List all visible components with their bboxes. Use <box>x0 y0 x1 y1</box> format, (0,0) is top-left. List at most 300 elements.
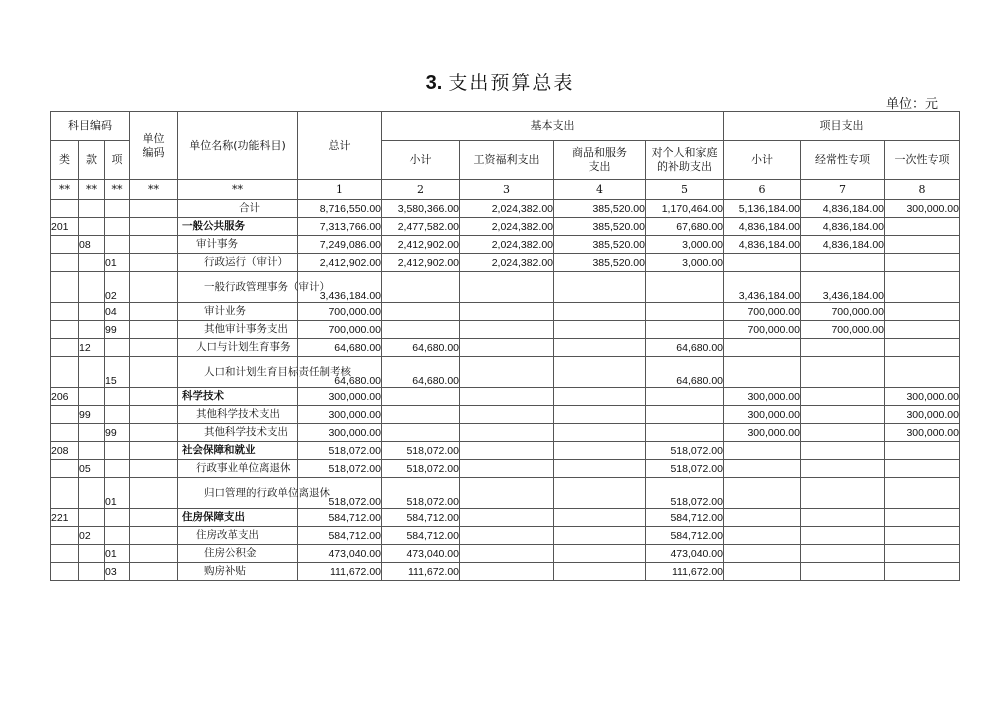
recurring-cell <box>801 527 885 545</box>
wages-cell <box>460 357 554 388</box>
subsidy-cell <box>646 321 724 339</box>
index-cell: ** <box>51 180 79 200</box>
lei-cell: 201 <box>51 218 79 236</box>
subsidy-cell: 584,712.00 <box>646 527 724 545</box>
goods-cell <box>554 303 646 321</box>
total-cell: 7,249,086.00 <box>298 236 382 254</box>
lei-cell <box>51 339 79 357</box>
total-cell: 700,000.00 <box>298 303 382 321</box>
recurring-cell <box>801 563 885 581</box>
kuan-cell <box>79 303 105 321</box>
total-cell: 584,712.00 <box>298 509 382 527</box>
onetime-cell: 300,000.00 <box>885 388 960 406</box>
unit-name-cell: 购房补贴 <box>178 563 298 581</box>
subsidy-cell: 584,712.00 <box>646 509 724 527</box>
kuan-cell: 99 <box>79 406 105 424</box>
header-goods: 商品和服务 支出 <box>554 141 646 180</box>
unit-code-cell <box>130 442 178 460</box>
onetime-cell <box>885 357 960 388</box>
basic-subtotal-cell: 2,477,582.00 <box>382 218 460 236</box>
subsidy-cell: 518,072.00 <box>646 442 724 460</box>
onetime-cell <box>885 478 960 509</box>
recurring-cell: 4,836,184.00 <box>801 218 885 236</box>
unit-code-cell <box>130 303 178 321</box>
unit-name-cell: 社会保障和就业 <box>178 442 298 460</box>
project-subtotal-cell <box>724 357 801 388</box>
unit-name-cell: 人口与计划生育事务 <box>178 339 298 357</box>
xiang-cell: 01 <box>105 545 130 563</box>
header-subject-code: 科目编码 <box>51 112 130 141</box>
table-row <box>51 563 960 581</box>
lei-cell: 208 <box>51 442 79 460</box>
kuan-cell <box>79 442 105 460</box>
basic-subtotal-cell <box>382 388 460 406</box>
header-xiang: 项 <box>105 141 130 180</box>
header-basic-subtotal: 小计 <box>382 141 460 180</box>
subsidy-cell: 518,072.00 <box>646 478 724 509</box>
unit-code-cell <box>130 254 178 272</box>
table-row <box>51 321 960 339</box>
table-row <box>51 218 960 236</box>
kuan-cell <box>79 218 105 236</box>
lei-cell <box>51 321 79 339</box>
unit-name-cell: 审计事务 <box>178 236 298 254</box>
goods-cell <box>554 339 646 357</box>
project-subtotal-cell: 700,000.00 <box>724 321 801 339</box>
total-cell: 518,072.00 <box>298 460 382 478</box>
goods-cell <box>554 478 646 509</box>
wages-cell <box>460 509 554 527</box>
xiang-cell <box>105 509 130 527</box>
lei-cell <box>51 236 79 254</box>
wages-cell <box>460 460 554 478</box>
total-cell: 64,680.00 <box>298 339 382 357</box>
recurring-cell <box>801 388 885 406</box>
table-row <box>51 460 960 478</box>
table-row <box>51 236 960 254</box>
xiang-cell <box>105 200 130 218</box>
index-cell: 4 <box>554 180 646 200</box>
unit-code-cell <box>130 563 178 581</box>
unit-name-cell: 科学技术 <box>178 388 298 406</box>
table-row <box>51 357 960 388</box>
lei-cell: 221 <box>51 509 79 527</box>
onetime-cell <box>885 545 960 563</box>
lei-cell <box>51 357 79 388</box>
project-subtotal-cell <box>724 254 801 272</box>
project-subtotal-cell <box>724 545 801 563</box>
wages-cell <box>460 339 554 357</box>
basic-subtotal-cell: 2,412,902.00 <box>382 254 460 272</box>
index-cell: 3 <box>460 180 554 200</box>
onetime-cell <box>885 339 960 357</box>
wages-cell: 2,024,382.00 <box>460 236 554 254</box>
onetime-cell: 300,000.00 <box>885 424 960 442</box>
recurring-cell <box>801 545 885 563</box>
unit-code-cell <box>130 509 178 527</box>
lei-cell <box>51 272 79 303</box>
project-subtotal-cell: 4,836,184.00 <box>724 236 801 254</box>
table-row <box>51 545 960 563</box>
lei-cell <box>51 460 79 478</box>
project-subtotal-cell <box>724 478 801 509</box>
goods-cell <box>554 424 646 442</box>
table-row <box>51 254 960 272</box>
subsidy-cell: 3,000.00 <box>646 254 724 272</box>
wages-cell <box>460 563 554 581</box>
goods-cell <box>554 357 646 388</box>
unit-code-cell <box>130 218 178 236</box>
table-row <box>51 442 960 460</box>
total-cell: 584,712.00 <box>298 527 382 545</box>
kuan-cell <box>79 254 105 272</box>
total-cell: 3,436,184.00 <box>298 272 382 303</box>
header-project-subtotal: 小计 <box>724 141 801 180</box>
xiang-cell <box>105 442 130 460</box>
table-row <box>51 388 960 406</box>
table-row <box>51 478 960 509</box>
xiang-cell <box>105 460 130 478</box>
table-row <box>51 406 960 424</box>
project-subtotal-cell: 4,836,184.00 <box>724 218 801 236</box>
onetime-cell <box>885 218 960 236</box>
xiang-cell: 04 <box>105 303 130 321</box>
total-cell: 300,000.00 <box>298 424 382 442</box>
basic-subtotal-cell <box>382 303 460 321</box>
unit-name-cell: 其他科学技术支出 <box>178 406 298 424</box>
goods-cell: 385,520.00 <box>554 200 646 218</box>
subsidy-cell <box>646 388 724 406</box>
unit-name-cell: 行政运行（审计） <box>178 254 298 272</box>
recurring-cell <box>801 254 885 272</box>
title-text: 支出预算总表 <box>448 72 575 94</box>
unit-name-cell: 其他审计事务支出 <box>178 321 298 339</box>
subsidy-cell <box>646 272 724 303</box>
wages-cell <box>460 406 554 424</box>
basic-subtotal-cell: 3,580,366.00 <box>382 200 460 218</box>
index-cell: ** <box>105 180 130 200</box>
onetime-cell <box>885 303 960 321</box>
kuan-cell: 05 <box>79 460 105 478</box>
recurring-cell <box>801 424 885 442</box>
unit-code-cell <box>130 200 178 218</box>
unit-name-cell: 审计业务 <box>178 303 298 321</box>
lei-cell <box>51 406 79 424</box>
wages-cell: 2,024,382.00 <box>460 254 554 272</box>
xiang-cell <box>105 406 130 424</box>
kuan-cell <box>79 321 105 339</box>
lei-cell <box>51 545 79 563</box>
lei-cell <box>51 303 79 321</box>
onetime-cell <box>885 563 960 581</box>
unit-code-cell <box>130 272 178 303</box>
header-lei: 类 <box>51 141 79 180</box>
title-number: 3. <box>425 72 443 94</box>
table-body <box>51 200 960 581</box>
basic-subtotal-cell <box>382 424 460 442</box>
subsidy-cell: 64,680.00 <box>646 339 724 357</box>
xiang-cell: 99 <box>105 321 130 339</box>
unit-name-cell: 其他科学技术支出 <box>178 424 298 442</box>
unit-name-cell: 人口和计划生育目标责任制考核 <box>178 357 298 388</box>
header-unit-name: 单位名称(功能科目) <box>178 112 298 180</box>
goods-cell: 385,520.00 <box>554 218 646 236</box>
subsidy-cell: 518,072.00 <box>646 460 724 478</box>
unit-label: 单位：元 <box>885 97 938 112</box>
unit-code-cell <box>130 357 178 388</box>
recurring-cell <box>801 509 885 527</box>
table-row <box>51 303 960 321</box>
total-cell: 8,716,550.00 <box>298 200 382 218</box>
total-cell: 2,412,902.00 <box>298 254 382 272</box>
lei-cell <box>51 200 79 218</box>
goods-cell: 385,520.00 <box>554 236 646 254</box>
wages-cell <box>460 303 554 321</box>
unit-name-cell: 合计 <box>178 200 298 218</box>
project-subtotal-cell: 5,136,184.00 <box>724 200 801 218</box>
kuan-cell <box>79 200 105 218</box>
wages-cell <box>460 272 554 303</box>
xiang-cell <box>105 236 130 254</box>
goods-cell <box>554 545 646 563</box>
recurring-cell <box>801 442 885 460</box>
project-subtotal-cell <box>724 442 801 460</box>
project-subtotal-cell <box>724 509 801 527</box>
lei-cell <box>51 478 79 509</box>
xiang-cell: 03 <box>105 563 130 581</box>
table-row <box>51 339 960 357</box>
page-title <box>0 68 1000 95</box>
xiang-cell: 02 <box>105 272 130 303</box>
wages-cell <box>460 478 554 509</box>
unit-name-cell: 一般行政管理事务（审计） <box>178 272 298 303</box>
wages-cell <box>460 527 554 545</box>
project-subtotal-cell: 3,436,184.00 <box>724 272 801 303</box>
project-subtotal-cell: 300,000.00 <box>724 388 801 406</box>
onetime-cell <box>885 254 960 272</box>
subsidy-cell <box>646 303 724 321</box>
index-row <box>51 180 960 200</box>
xiang-cell <box>105 339 130 357</box>
kuan-cell <box>79 563 105 581</box>
unit-code-cell <box>130 339 178 357</box>
header-unit-code: 单位 编码 <box>130 112 178 180</box>
index-cell: 2 <box>382 180 460 200</box>
basic-subtotal-cell: 2,412,902.00 <box>382 236 460 254</box>
lei-cell <box>51 563 79 581</box>
unit-name-cell: 住房公积金 <box>178 545 298 563</box>
basic-subtotal-cell <box>382 272 460 303</box>
lei-cell: 206 <box>51 388 79 406</box>
total-cell: 518,072.00 <box>298 442 382 460</box>
subsidy-cell: 473,040.00 <box>646 545 724 563</box>
unit-name-cell: 归口管理的行政单位离退休 <box>178 478 298 509</box>
unit-name-cell: 住房保障支出 <box>178 509 298 527</box>
recurring-cell <box>801 357 885 388</box>
wages-cell <box>460 321 554 339</box>
project-subtotal-cell: 300,000.00 <box>724 424 801 442</box>
goods-cell <box>554 527 646 545</box>
project-subtotal-cell <box>724 339 801 357</box>
recurring-cell <box>801 478 885 509</box>
basic-subtotal-cell <box>382 406 460 424</box>
project-subtotal-cell: 700,000.00 <box>724 303 801 321</box>
index-cell: 7 <box>801 180 885 200</box>
total-cell: 64,680.00 <box>298 357 382 388</box>
kuan-cell: 12 <box>79 339 105 357</box>
total-cell: 300,000.00 <box>298 406 382 424</box>
basic-subtotal-cell: 584,712.00 <box>382 509 460 527</box>
total-cell: 7,313,766.00 <box>298 218 382 236</box>
header-project: 项目支出 <box>724 112 960 141</box>
recurring-cell: 700,000.00 <box>801 303 885 321</box>
xiang-cell: 15 <box>105 357 130 388</box>
unit-code-cell <box>130 321 178 339</box>
lei-cell <box>51 424 79 442</box>
basic-subtotal-cell: 473,040.00 <box>382 545 460 563</box>
header-onetime: 一次性专项 <box>885 141 960 180</box>
basic-subtotal-cell: 64,680.00 <box>382 339 460 357</box>
onetime-cell <box>885 272 960 303</box>
subsidy-cell <box>646 424 724 442</box>
kuan-cell <box>79 478 105 509</box>
basic-subtotal-cell: 584,712.00 <box>382 527 460 545</box>
total-cell: 300,000.00 <box>298 388 382 406</box>
index-cell: 5 <box>646 180 724 200</box>
unit-name-cell: 行政事业单位离退休 <box>178 460 298 478</box>
goods-cell <box>554 321 646 339</box>
table-row <box>51 200 960 218</box>
table-row <box>51 272 960 303</box>
header-basic: 基本支出 <box>382 112 724 141</box>
subsidy-cell: 3,000.00 <box>646 236 724 254</box>
onetime-cell <box>885 527 960 545</box>
kuan-cell <box>79 388 105 406</box>
unit-code-cell <box>130 478 178 509</box>
basic-subtotal-cell: 111,672.00 <box>382 563 460 581</box>
kuan-cell <box>79 272 105 303</box>
unit-code-cell <box>130 236 178 254</box>
onetime-cell: 300,000.00 <box>885 200 960 218</box>
basic-subtotal-cell: 518,072.00 <box>382 442 460 460</box>
kuan-cell: 02 <box>79 527 105 545</box>
index-cell: ** <box>130 180 178 200</box>
index-cell: 6 <box>724 180 801 200</box>
project-subtotal-cell <box>724 527 801 545</box>
recurring-cell: 4,836,184.00 <box>801 200 885 218</box>
unit-name-cell: 住房改革支出 <box>178 527 298 545</box>
recurring-cell: 4,836,184.00 <box>801 236 885 254</box>
wages-cell: 2,024,382.00 <box>460 218 554 236</box>
table-row <box>51 509 960 527</box>
lei-cell <box>51 527 79 545</box>
onetime-cell <box>885 321 960 339</box>
basic-subtotal-cell: 64,680.00 <box>382 357 460 388</box>
wages-cell <box>460 545 554 563</box>
xiang-cell: 01 <box>105 254 130 272</box>
subsidy-cell: 1,170,464.00 <box>646 200 724 218</box>
goods-cell <box>554 388 646 406</box>
goods-cell <box>554 563 646 581</box>
xiang-cell <box>105 218 130 236</box>
onetime-cell <box>885 460 960 478</box>
xiang-cell: 01 <box>105 478 130 509</box>
total-cell: 700,000.00 <box>298 321 382 339</box>
lei-cell <box>51 254 79 272</box>
unit-code-cell <box>130 545 178 563</box>
index-cell: ** <box>79 180 105 200</box>
total-cell: 473,040.00 <box>298 545 382 563</box>
onetime-cell: 300,000.00 <box>885 406 960 424</box>
unit-code-cell <box>130 460 178 478</box>
basic-subtotal-cell <box>382 321 460 339</box>
unit-code-cell <box>130 424 178 442</box>
xiang-cell <box>105 388 130 406</box>
unit-code-cell <box>130 388 178 406</box>
subsidy-cell <box>646 406 724 424</box>
unit-name-cell: 一般公共服务 <box>178 218 298 236</box>
subsidy-cell: 67,680.00 <box>646 218 724 236</box>
budget-table <box>50 111 960 581</box>
header-recurring: 经常性专项 <box>801 141 885 180</box>
onetime-cell <box>885 442 960 460</box>
recurring-cell <box>801 406 885 424</box>
kuan-cell <box>79 357 105 388</box>
header-wages: 工资福利支出 <box>460 141 554 180</box>
wages-cell <box>460 424 554 442</box>
goods-cell: 385,520.00 <box>554 254 646 272</box>
basic-subtotal-cell: 518,072.00 <box>382 478 460 509</box>
kuan-cell <box>79 424 105 442</box>
table-row <box>51 424 960 442</box>
total-cell: 111,672.00 <box>298 563 382 581</box>
index-cell: 8 <box>885 180 960 200</box>
recurring-cell: 700,000.00 <box>801 321 885 339</box>
recurring-cell <box>801 339 885 357</box>
total-cell: 518,072.00 <box>298 478 382 509</box>
onetime-cell <box>885 509 960 527</box>
onetime-cell <box>885 236 960 254</box>
xiang-cell <box>105 527 130 545</box>
goods-cell <box>554 509 646 527</box>
wages-cell <box>460 442 554 460</box>
index-cell: 1 <box>298 180 382 200</box>
goods-cell <box>554 442 646 460</box>
kuan-cell: 08 <box>79 236 105 254</box>
project-subtotal-cell <box>724 563 801 581</box>
subsidy-cell: 111,672.00 <box>646 563 724 581</box>
goods-cell <box>554 272 646 303</box>
project-subtotal-cell: 300,000.00 <box>724 406 801 424</box>
subsidy-cell: 64,680.00 <box>646 357 724 388</box>
index-cell: ** <box>178 180 298 200</box>
unit-code-cell <box>130 527 178 545</box>
goods-cell <box>554 406 646 424</box>
header-subsidy: 对个人和家庭 的补助支出 <box>646 141 724 180</box>
wages-cell <box>460 388 554 406</box>
goods-cell <box>554 460 646 478</box>
basic-subtotal-cell: 518,072.00 <box>382 460 460 478</box>
header-total: 总计 <box>298 112 382 180</box>
kuan-cell <box>79 545 105 563</box>
recurring-cell: 3,436,184.00 <box>801 272 885 303</box>
wages-cell: 2,024,382.00 <box>460 200 554 218</box>
xiang-cell: 99 <box>105 424 130 442</box>
unit-code-cell <box>130 406 178 424</box>
kuan-cell <box>79 509 105 527</box>
header-row-1 <box>51 112 960 141</box>
table-row <box>51 527 960 545</box>
